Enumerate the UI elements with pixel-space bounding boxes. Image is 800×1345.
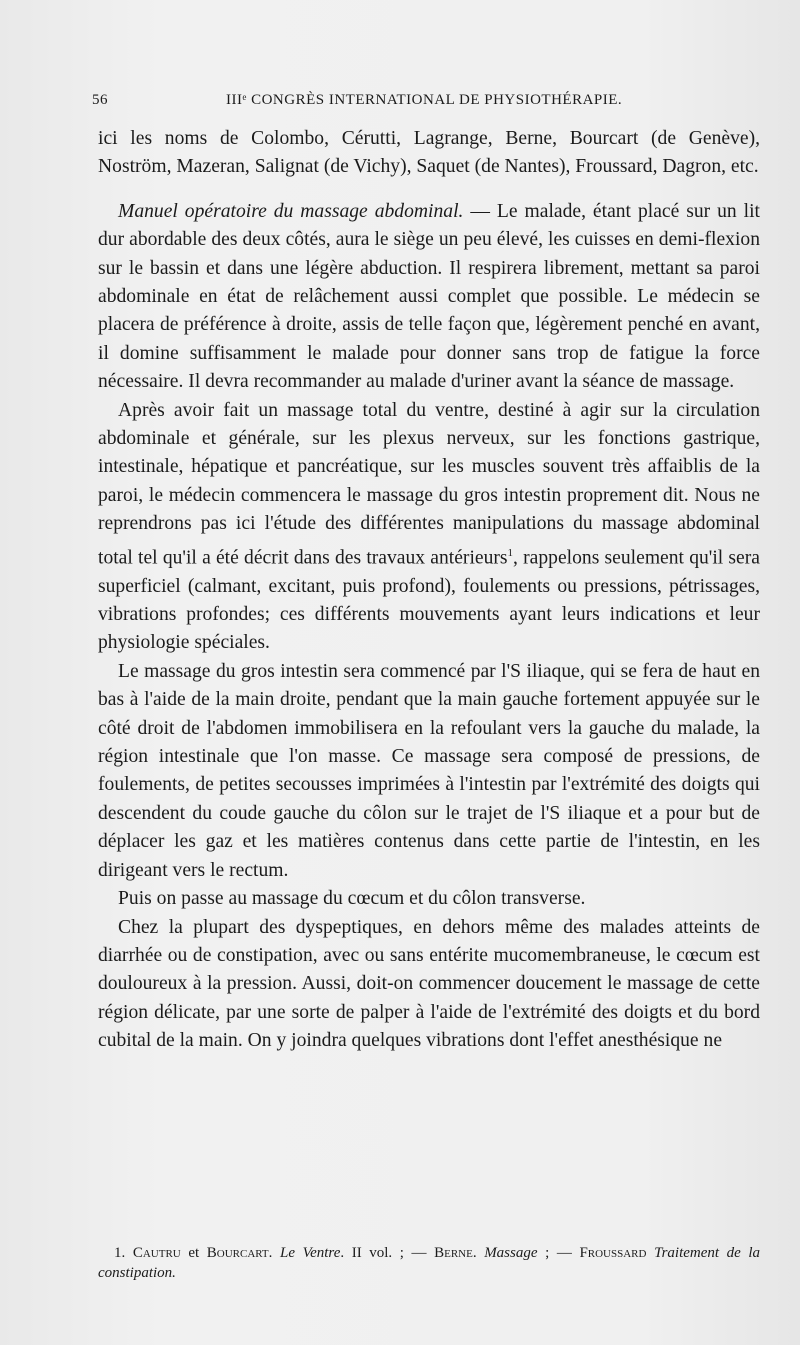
paragraph-manual [98, 198, 760, 397]
running-title: IIIᵉ CONGRÈS INTERNATIONAL DE PHYSIOTHÉRAPIE. [226, 92, 623, 108]
paragraph-coecum-text: Puis on passe au massage du cœcum et du côlon transverse. [118, 888, 586, 910]
footnote-author: Bourcart [206, 1245, 269, 1261]
footnote-author: Berne [434, 1245, 473, 1261]
paragraph-manual-text: — Le malade, étant placé sur un lit dur abordable des deux côtés, aura le siège un peu élevé, les cuisses en demi-flexion sur le bassin et dans une légère abduction. Il respirera librement, mettant sa paroi abdominale en état de relâchement aussi complet que possible. Le médecin se placera de préférence à droite, assis de telle façon que, légèrement penché en avant, il domine suffisamment le malade pour donner sans trop de fatigue la force nécessaire. Il devra recommander au malade d'uriner avant la séance de massage. [98, 200, 760, 393]
footnote-ref: 1 [507, 546, 514, 559]
footnote-number: 1. [114, 1245, 126, 1261]
paragraph-dyspeptiques-text: Chez la plupart des dyspeptiques, en dehors même des malades atteints de diarrhée ou de constipation, avec ou sans entérite mucomembraneuse, le cœcum est douloureux à la pression. Aussi, doit-on commencer doucement le massage de cette région délicate, par une sorte de palper à l'aide de l'extrémité des doigts et du bord cubital de la main. On y joindra quelques vibrations dont l'effet anesthésique ne [98, 916, 760, 1052]
footnote-text: ; — [537, 1245, 580, 1261]
paragraph-names [98, 125, 760, 182]
paragraph-dyspeptiques [98, 914, 760, 1056]
paragraph-total-massage-text: Après avoir fait un massage total du ventre, destiné à agir sur la circulation abdominale et générale, sur les plexus nerveux, sur les fonctions gastrique, intestinale, hépatique et pancréatique, sur les muscles souvent très affaiblis de la paroi, le médecin commencera le massage du gros intestin proprement dit. Nous ne reprendrons pas ici l'étude des différentes manipulations du massage abdominal total tel qu'il a été décrit dans des travaux antérieurs [98, 399, 760, 569]
footnote-title: Le Ventre [280, 1245, 341, 1261]
footnote-text: et [180, 1245, 207, 1261]
footnote-author: Cautru [132, 1245, 181, 1261]
paragraph-s-iliaque-text: Le massage du gros intestin sera commencé par l'S iliaque, qui se fera de haut en bas à l'aide de la main droite, pendant que la main gauche fortement appuyée sur le côté droit de l'abdomen immobilisera en la refoulant vers la gauche du malade, la région intestinale que l'on masse. Ce massage sera composé de pressions, de foulements, de petites secousses imprimées à l'intestin par l'extrémité des doigts qui descendent du coude gauche du côlon sur le trajet de l'S iliaque et a pour but de déplacer les gaz et les matières contenus dans cette partie de l'intestin, en les dirigeant vers le rectum. [98, 660, 760, 881]
paragraph-s-iliaque [98, 658, 760, 885]
paragraph-names-text: ici les noms de Colombo, Cérutti, Lagrange, Berne, Bourcart (de Genève), Noström, Mazeran, Salignat (de Vichy), Saquet (de Nantes), Froussard, Dagron, etc. [98, 128, 760, 178]
paragraph-total-massage [98, 397, 760, 658]
footnote-author: Froussard [579, 1245, 647, 1261]
paragraph-coecum [98, 885, 760, 913]
page-number: 56 [92, 92, 108, 108]
section-heading: Manuel opératoire du massage abdominal. [118, 200, 464, 222]
paragraph-total-massage-text-2: , rappelons seulement qu'il sera superficiel (calmant, excitant, puis profond), foulements ou pressions, pétrissages, vibrations profondes; ces différents mouvements ayant leurs indications et leur physiologie spéciales. [98, 547, 760, 654]
body-text [98, 125, 760, 1056]
footnote: 1. Cautru et Bourcart. Le Ventre. II vol. ; — Berne. Massage ; — Froussard Traitement de la constipation. [98, 1245, 761, 1281]
footnote-title: Massage [484, 1245, 538, 1261]
footnote-title: Traitement de la constipation. [98, 1245, 761, 1281]
footnote-text: . II vol. ; — [340, 1245, 435, 1261]
